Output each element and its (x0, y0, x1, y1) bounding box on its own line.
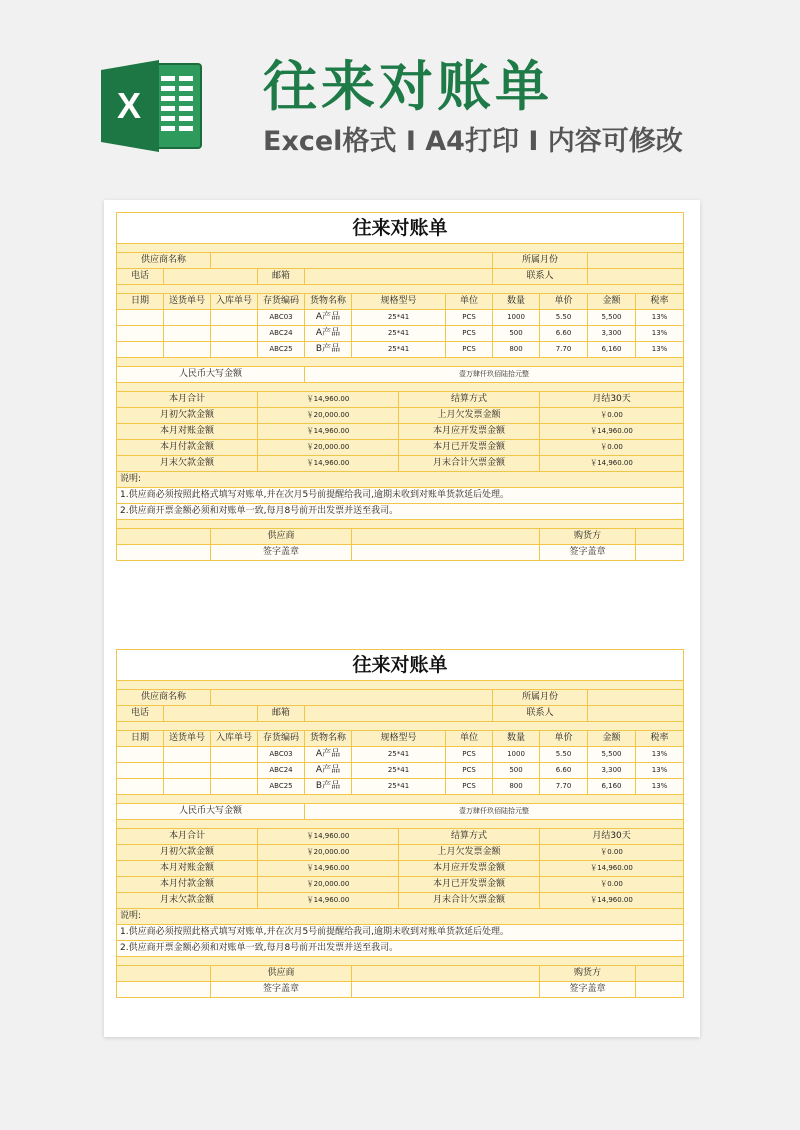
summary-value[interactable]: ￥0.00 (540, 440, 684, 456)
col-header: 规格型号 (352, 294, 446, 310)
rmb-label: 人民币大写金额 (117, 804, 305, 820)
statement-table-1 (116, 212, 684, 561)
col-header: 单价 (540, 731, 588, 747)
note-2: 2.供应商开票金额必须和对账单一致,每月8号前开出发票并送至我司。 (117, 504, 684, 520)
phone-label: 电话 (117, 269, 164, 285)
summary-label: 本月应开发票金额 (399, 424, 540, 440)
document-paper (104, 200, 700, 1037)
phone-cell[interactable] (164, 706, 258, 722)
supplier-label: 供应商 (211, 966, 352, 982)
summary-label: 结算方式 (399, 829, 540, 845)
form-title: 往来对账单 (117, 213, 684, 244)
summary-value[interactable]: ￥0.00 (540, 408, 684, 424)
month-label: 所属月份 (493, 253, 588, 269)
summary-label: 月末合计欠票金额 (399, 456, 540, 472)
table-row: ABC25 B产品 25*41 PCS 800 7.70 6,160 13% (117, 342, 684, 358)
contact-cell[interactable] (588, 269, 684, 285)
buyer-label: 购货方 (540, 966, 636, 982)
phone-label: 电话 (117, 706, 164, 722)
notes-label: 说明: (117, 472, 684, 488)
summary-label: 本月合计 (117, 829, 258, 845)
supplier-name-cell[interactable] (211, 253, 493, 269)
notes-label: 说明: (117, 909, 684, 925)
rmb-value[interactable]: 壹万肆仟玖佰陆拾元整 (305, 367, 684, 383)
col-header: 税率 (636, 731, 684, 747)
summary-label: 本月对账金额 (117, 424, 258, 440)
summary-label: 结算方式 (399, 392, 540, 408)
table-row: ABC03 A产品 25*41 PCS 1000 5.50 5,500 13% (117, 310, 684, 326)
summary-value[interactable]: ￥20,000.00 (258, 845, 399, 861)
col-header: 单位 (446, 294, 493, 310)
contact-label: 联系人 (493, 269, 588, 285)
summary-label: 上月欠发票金额 (399, 845, 540, 861)
summary-value[interactable]: 月结30天 (540, 829, 684, 845)
col-header: 送货单号 (164, 294, 211, 310)
summary-value[interactable]: ￥14,960.00 (540, 424, 684, 440)
summary-label: 月末欠款金额 (117, 893, 258, 909)
month-cell[interactable] (588, 253, 684, 269)
phone-cell[interactable] (164, 269, 258, 285)
contact-cell[interactable] (588, 706, 684, 722)
col-header: 入库单号 (211, 294, 258, 310)
summary-value[interactable]: ￥20,000.00 (258, 408, 399, 424)
col-header: 单位 (446, 731, 493, 747)
col-header: 日期 (117, 731, 164, 747)
col-header: 送货单号 (164, 731, 211, 747)
buyer-sign-label: 签字盖章 (540, 982, 636, 998)
table-row: ABC25 B产品 25*41 PCS 800 7.70 6,160 13% (117, 779, 684, 795)
supplier-sign-label: 签字盖章 (211, 545, 352, 561)
col-header: 货物名称 (305, 294, 352, 310)
summary-value[interactable]: ￥14,960.00 (258, 392, 399, 408)
summary-value[interactable]: 月结30天 (540, 392, 684, 408)
col-header: 日期 (117, 294, 164, 310)
page-title: 往来对账单 (263, 55, 553, 118)
summary-label: 上月欠发票金额 (399, 408, 540, 424)
email-label: 邮箱 (258, 706, 305, 722)
summary-value[interactable]: ￥0.00 (540, 877, 684, 893)
summary-label: 月末合计欠票金额 (399, 893, 540, 909)
buyer-sign-label: 签字盖章 (540, 545, 636, 561)
svg-text:X: X (116, 85, 142, 126)
summary-label: 本月付款金额 (117, 440, 258, 456)
email-label: 邮箱 (258, 269, 305, 285)
summary-value[interactable]: ￥14,960.00 (540, 861, 684, 877)
summary-label: 本月已开发票金额 (399, 877, 540, 893)
note-1: 1.供应商必须按照此格式填写对账单,并在次月5号前提醒给我司,逾期未收到对账单货款延后处理。 (117, 488, 684, 504)
col-header: 金额 (588, 294, 636, 310)
summary-value[interactable]: ￥14,960.00 (258, 861, 399, 877)
col-header: 金额 (588, 731, 636, 747)
col-header: 存货编码 (258, 731, 305, 747)
note-1: 1.供应商必须按照此格式填写对账单,并在次月5号前提醒给我司,逾期未收到对账单货款延后处理。 (117, 925, 684, 941)
supplier-name-label: 供应商名称 (117, 253, 211, 269)
summary-value[interactable]: ￥14,960.00 (540, 893, 684, 909)
summary-value[interactable]: ￥14,960.00 (258, 893, 399, 909)
summary-label: 本月付款金额 (117, 877, 258, 893)
summary-label: 本月应开发票金额 (399, 861, 540, 877)
summary-value[interactable]: ￥14,960.00 (540, 456, 684, 472)
col-header: 数量 (493, 731, 540, 747)
contact-label: 联系人 (493, 706, 588, 722)
summary-value[interactable]: ￥0.00 (540, 845, 684, 861)
col-header: 入库单号 (211, 731, 258, 747)
summary-value[interactable]: ￥20,000.00 (258, 440, 399, 456)
supplier-label: 供应商 (211, 529, 352, 545)
col-header: 税率 (636, 294, 684, 310)
col-header: 规格型号 (352, 731, 446, 747)
buyer-label: 购货方 (540, 529, 636, 545)
summary-label: 本月已开发票金额 (399, 440, 540, 456)
table-row: ABC24 A产品 25*41 PCS 500 6.60 3,300 13% (117, 326, 684, 342)
excel-logo-icon (101, 56, 204, 156)
summary-label: 本月合计 (117, 392, 258, 408)
email-cell[interactable] (305, 269, 493, 285)
summary-value[interactable]: ￥20,000.00 (258, 877, 399, 893)
form-title: 往来对账单 (117, 650, 684, 681)
month-cell[interactable] (588, 690, 684, 706)
rmb-label: 人民币大写金额 (117, 367, 305, 383)
summary-value[interactable]: ￥14,960.00 (258, 424, 399, 440)
summary-value[interactable]: ￥14,960.00 (258, 829, 399, 845)
statement-table-2 (116, 649, 684, 998)
email-cell[interactable] (305, 706, 493, 722)
table-row: ABC24 A产品 25*41 PCS 500 6.60 3,300 13% (117, 763, 684, 779)
table-row: ABC03 A产品 25*41 PCS 1000 5.50 5,500 13% (117, 747, 684, 763)
rmb-value[interactable]: 壹万肆仟玖佰陆拾元整 (305, 804, 684, 820)
supplier-sign-label: 签字盖章 (211, 982, 352, 998)
supplier-name-label: 供应商名称 (117, 690, 211, 706)
summary-label: 月初欠款金额 (117, 408, 258, 424)
note-2: 2.供应商开票金额必须和对账单一致,每月8号前开出发票并送至我司。 (117, 941, 684, 957)
summary-value[interactable]: ￥14,960.00 (258, 456, 399, 472)
supplier-name-cell[interactable] (211, 690, 493, 706)
col-header: 货物名称 (305, 731, 352, 747)
summary-label: 月初欠款金额 (117, 845, 258, 861)
col-header: 存货编码 (258, 294, 305, 310)
col-header: 数量 (493, 294, 540, 310)
month-label: 所属月份 (493, 690, 588, 706)
col-header: 单价 (540, 294, 588, 310)
summary-label: 月末欠款金额 (117, 456, 258, 472)
page-subtitle: Excel格式 I A4打印 I 内容可修改 (263, 126, 683, 157)
summary-label: 本月对账金额 (117, 861, 258, 877)
